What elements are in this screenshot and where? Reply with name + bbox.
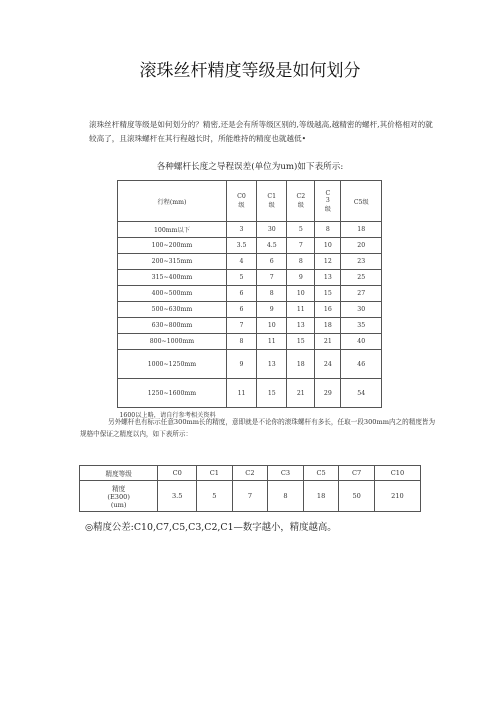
- table-row: [118, 379, 382, 408]
- table-header-cell: C1: [197, 466, 233, 481]
- table-cell: 9: [287, 270, 315, 286]
- table-cell: 30: [257, 222, 287, 238]
- table-cell: 12: [315, 254, 341, 270]
- table-cell: 29: [315, 379, 341, 408]
- table-cell: 25: [341, 270, 382, 286]
- table-cell: 15: [315, 286, 341, 302]
- table-cell: 18: [315, 318, 341, 334]
- table-cell: 24: [315, 350, 341, 379]
- table1-caption: 各种螺杆长度之导程误差(单位为um)如下表所示:: [156, 162, 344, 172]
- table-cell: 500~630mm: [118, 302, 227, 318]
- table-header-cell: C0 级: [226, 181, 256, 222]
- table-cell: 18: [341, 222, 382, 238]
- table-cell: 4: [226, 254, 256, 270]
- table-row: [118, 318, 382, 334]
- table-row: [118, 222, 382, 238]
- page-title: 滚珠丝杆精度等级是如何划分: [139, 61, 361, 81]
- table-cell: 21: [287, 379, 315, 408]
- table-header-cell: C 3 级: [315, 181, 341, 222]
- table-cell: 8: [287, 254, 315, 270]
- table-cell: 3: [226, 222, 256, 238]
- table-row: [118, 238, 382, 254]
- table-cell: 3.5: [226, 238, 256, 254]
- table-cell: 21: [315, 334, 341, 350]
- table-cell: 30: [341, 302, 382, 318]
- table-cell: 23: [341, 254, 382, 270]
- table-cell: 18: [303, 481, 339, 512]
- table-header-cell: C1 级: [257, 181, 287, 222]
- table-cell: 1000~1250mm: [118, 350, 227, 379]
- table-cell: 6: [226, 302, 256, 318]
- table-cell: 16: [315, 302, 341, 318]
- table-cell: 200~315mm: [118, 254, 227, 270]
- table-cell: 400~500mm: [118, 286, 227, 302]
- table-cell: 8: [268, 481, 304, 512]
- table-header-cell: C5: [303, 466, 339, 481]
- table-cell: 3.5: [158, 481, 197, 512]
- table-cell: 100~200mm: [118, 238, 227, 254]
- table-cell: 10: [257, 318, 287, 334]
- table-cell: 5: [287, 222, 315, 238]
- table-row: [118, 270, 382, 286]
- table-cell: 27: [341, 286, 382, 302]
- lead-error-table: [117, 180, 382, 420]
- table-cell: 8: [315, 222, 341, 238]
- table-cell: 8: [226, 334, 256, 350]
- table-cell: 5: [226, 270, 256, 286]
- table-header-cell: C3: [268, 466, 304, 481]
- table-cell: 210: [374, 481, 420, 512]
- table-cell: 35: [341, 318, 382, 334]
- table-cell: 7: [232, 481, 268, 512]
- table-cell: 13: [315, 270, 341, 286]
- table-cell: 15: [287, 334, 315, 350]
- table-header-cell: 精度等级: [80, 466, 158, 481]
- table-row: [118, 302, 382, 318]
- table-cell: 800~1000mm: [118, 334, 227, 350]
- table-cell: 10: [287, 286, 315, 302]
- table-header-row: [118, 181, 382, 222]
- table-cell: 13: [257, 350, 287, 379]
- table-cell: 8: [257, 286, 287, 302]
- table-cell: 9: [257, 302, 287, 318]
- table-cell: 54: [341, 379, 382, 408]
- table-header-cell: C5级: [341, 181, 382, 222]
- table-header-cell: C7: [339, 466, 375, 481]
- table-header-cell: C2: [232, 466, 268, 481]
- table-row: [118, 334, 382, 350]
- table-header-cell: C2 级: [287, 181, 315, 222]
- table2-intro: 另外螺杆也有标示任意300mm长的精度，意即就是不论你的滚珠螺杆有多长，任取一段300mm内之的精度皆为规格中保证之精度以内，如下表所示：: [80, 418, 436, 438]
- table-cell: 40: [341, 334, 382, 350]
- table-row: [118, 286, 382, 302]
- table-cell: 630~800mm: [118, 318, 227, 334]
- table-header-cell: C0: [158, 466, 197, 481]
- table-cell: 20: [341, 238, 382, 254]
- table-note: 1600以上略，请自行参考相关资料: [118, 408, 382, 421]
- table-header-cell: 行程(mm): [118, 181, 227, 222]
- table-cell: 9: [226, 350, 256, 379]
- table-cell: 1250~1600mm: [118, 379, 227, 408]
- table-cell: 5: [197, 481, 233, 512]
- precision-note: ◎精度公差:C10,C7,C5,C3,C2,C1—数字越小，精度越高。: [85, 522, 337, 533]
- table-cell: 315~400mm: [118, 270, 227, 286]
- table-cell: 50: [339, 481, 375, 512]
- intro-paragraph: 滚珠丝杆精度等级是如何划分的？精密,还是会有所等级区别的,等级越高,越精密的螺杆,其价格相对的就较高了，且滚珠螺杆在其行程越长时，所能维持的精度也就越低•: [89, 120, 433, 143]
- table-cell: 7: [226, 318, 256, 334]
- table-row: [118, 350, 382, 379]
- table-cell: 4.5: [257, 238, 287, 254]
- table-cell: 7: [257, 270, 287, 286]
- table-cell: 15: [257, 379, 287, 408]
- table-cell: 11: [257, 334, 287, 350]
- table-cell: 6: [226, 286, 256, 302]
- table-cell: 10: [315, 238, 341, 254]
- table-cell: 100mm以下: [118, 222, 227, 238]
- table-cell: 18: [287, 350, 315, 379]
- table-cell: 46: [341, 350, 382, 379]
- e300-precision-table: [79, 465, 421, 512]
- table-header-cell: C10: [374, 466, 420, 481]
- table-cell: 7: [287, 238, 315, 254]
- table-header-row: [80, 466, 421, 481]
- table-row-label: 精度 (E300) (um): [80, 481, 158, 512]
- table-cell: 11: [226, 379, 256, 408]
- table-cell: 13: [287, 318, 315, 334]
- table-cell: 11: [287, 302, 315, 318]
- table-cell: 6: [257, 254, 287, 270]
- table-row: [80, 481, 421, 512]
- table-row: [118, 254, 382, 270]
